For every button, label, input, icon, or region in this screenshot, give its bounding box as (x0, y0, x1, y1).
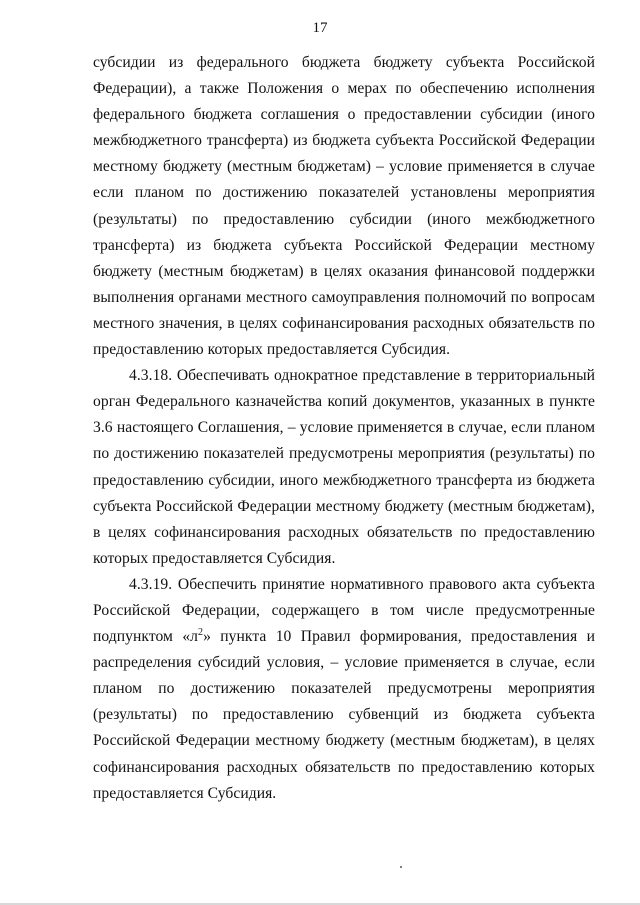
document-body (93, 50, 595, 807)
paragraph-4-3-19-text-after: » пункта 10 Правил формирования, предоставления и распределения субсидий условия, – условие применяется в случае, если планом по достижению показателей предусмотрены мероприятия (результаты) по предоставлению субвенций из бюджета субъекта Российской Федерации местному бюджету (местным бюджетам), в целях софинансирования расходных обязательств по предоставлению которых предоставляется Субсидия. (93, 628, 595, 802)
scan-speck (400, 866, 402, 868)
paragraph-4-3-19-text-before: 4.3.19. Обеспечить принятие нормативного правового акта субъекта Российской Федерации, содержащего в том числе предусмотренные подпунктом «л (93, 575, 595, 646)
paragraph-4-3-18: 4.3.18. Обеспечивать однократное представление в территориальный орган Федерального казначейства копий документов, указанных в пункте 3.6 настоящего Соглашения, – условие применяется в случае, если планом по достижению показателей предусмотрены мероприятия (результаты) по предоставлению субсидии, иного межбюджетного трансферта из бюджета субъекта Российской Федерации местному бюджету (местным бюджетам), в целях софинансирования расходных обязательств по предоставлению которых предоставляется Субсидия. (93, 367, 595, 567)
paragraph-continuation: субсидии из федерального бюджета бюджету субъекта Российской Федерации), а также Положения о мерах по обеспечению исполнения федерального бюджета соглашения о предоставлении субсидии (иного межбюджетного трансферта) из бюджета субъекта Российской Федерации местному бюджету (местным бюджетам) – условие применяется в случае если планом по достижению показателей установлены мероприятия (результаты) по предоставлению субсидии (иного межбюджетного трансферта) из бюджета субъекта Российской Федерации местному бюджету (местным бюджетам) в целях оказания финансовой поддержки выполнения органами местного самоуправления полномочий по вопросам местного значения, в целях софинансирования расходных обязательств по предоставлению которых предоставляется Субсидия. (93, 54, 595, 359)
footnote-superscript: 2 (198, 627, 204, 639)
paragraph-4-3-19 (93, 572, 595, 807)
page-number: 17 (312, 20, 328, 36)
